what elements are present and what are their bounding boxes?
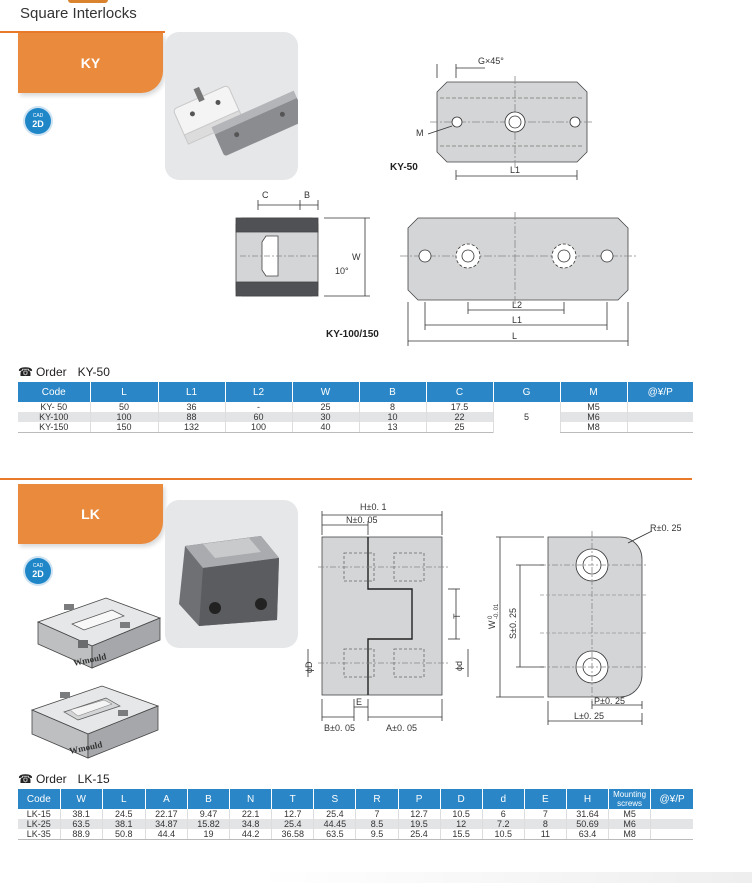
lk-spec-table (18, 789, 693, 840)
table-cell (651, 829, 693, 840)
table-cell: 25.4 (314, 809, 356, 819)
lk-header-cell: B (187, 789, 229, 809)
table-cell: 19.5 (398, 819, 440, 829)
ky-header-cell: C (426, 382, 493, 402)
table-cell: LK-35 (18, 829, 60, 840)
table-cell: 36 (158, 402, 225, 412)
lk-header-cell: D (440, 789, 482, 809)
table-cell: 31.64 (566, 809, 608, 819)
table-cell: 19 (187, 829, 229, 840)
lk-header-cell: R (356, 789, 398, 809)
lk-header-cell: A (145, 789, 187, 809)
table-cell: 6 (482, 809, 524, 819)
ky-technical-drawing (220, 40, 660, 360)
table-cell: 22.1 (230, 809, 272, 819)
table-cell: 15.82 (187, 819, 229, 829)
table-cell: 38.1 (60, 809, 102, 819)
ky-header-cell: L1 (158, 382, 225, 402)
table-cell: 38.1 (102, 819, 145, 829)
page-title: Square Interlocks (20, 5, 137, 22)
lk-t-label: T (452, 613, 462, 619)
table-cell: M5 (560, 402, 627, 412)
ky-w-label: W (352, 252, 361, 262)
table-cell: 10.5 (482, 829, 524, 840)
lk-header-cell: d (482, 789, 524, 809)
table-row (18, 422, 693, 433)
table-cell: 150 (90, 422, 158, 433)
ky-cad-2d-icon[interactable]: CAD 2D (25, 108, 51, 134)
table-cell: LK-25 (18, 819, 60, 829)
ky-l2-label: L2 (512, 300, 523, 310)
lk-header-cell: L (102, 789, 145, 809)
lk-tab-label: LK (81, 506, 100, 522)
lk-header-line (0, 478, 692, 480)
ky-g45-label: G×45° (478, 56, 504, 66)
table-cell: 34.87 (145, 819, 187, 829)
table-cell: 12.7 (272, 809, 314, 819)
lk-photo-illustration (165, 500, 298, 648)
ky-tab (18, 33, 163, 93)
table-cell: - (225, 402, 292, 412)
table-cell: 7 (356, 809, 398, 819)
lk-header-cell: E (524, 789, 566, 809)
table-cell: 50 (90, 402, 158, 412)
table-cell: 8.5 (356, 819, 398, 829)
table-row (18, 829, 693, 840)
table-cell: 34.8 (230, 819, 272, 829)
table-row (18, 412, 693, 422)
table-cell: 10.5 (440, 809, 482, 819)
table-cell: 88 (158, 412, 225, 422)
table-cell: 60 (225, 412, 292, 422)
ky-table-header (18, 382, 693, 402)
table-cell: 100 (90, 412, 158, 422)
table-cell: 100 (225, 422, 292, 433)
ky-m-label: M (416, 128, 424, 138)
table-cell: 25.4 (398, 829, 440, 840)
table-cell: 15.5 (440, 829, 482, 840)
table-cell: KY- 50 (40, 402, 68, 412)
lk-w-tol-bottom: -0. 01 (494, 603, 500, 619)
ky-order-code: KY-50 (77, 365, 110, 379)
ky-header-cell: G (493, 382, 560, 402)
lk-header-cell: N (230, 789, 272, 809)
lk-header-cell: @¥/P (651, 789, 693, 809)
lk-a-label: A±0. 05 (386, 723, 417, 733)
lk-product-photo (165, 500, 298, 648)
lk-mold-brand-top: Wmould (72, 651, 108, 668)
table-cell: 44.4 (145, 829, 187, 840)
lk-order-line (18, 772, 110, 786)
ky-b-label: B (304, 190, 311, 200)
ky-spec-table (18, 382, 693, 433)
lk-mold-illustration (20, 588, 165, 774)
table-cell: 22 (426, 412, 493, 422)
lk-header-cell: W (60, 789, 102, 809)
ky-order-label: Order (35, 365, 67, 379)
lk-n-label: N±0. 05 (346, 515, 378, 525)
lk-h-label: H±0. 1 (360, 502, 387, 512)
ky-l1-label: L1 (510, 165, 521, 175)
ky-l1b-label: L1 (512, 315, 523, 325)
lk-s-label: S±0. 25 (508, 608, 518, 639)
lk-tab (18, 484, 163, 544)
table-row (18, 819, 693, 829)
table-cell: 132 (158, 422, 225, 433)
table-cell: 25 (426, 422, 493, 433)
lk-technical-drawing (290, 495, 710, 735)
lk-header-cell: H (566, 789, 608, 809)
lk-table-header (18, 789, 693, 809)
ky-header-cell: W (292, 382, 359, 402)
ky-header-cell: M (560, 382, 627, 402)
table-cell: 7 (524, 809, 566, 819)
lk-order-code: LK-15 (77, 772, 110, 786)
lk-phi-small-d-label: ϕd (454, 660, 464, 671)
table-cell: 44.2 (230, 829, 272, 840)
table-cell: KY-100 (18, 412, 90, 422)
table-cell: 9.47 (187, 809, 229, 819)
lk-mold-brand-bottom: Wmould (68, 739, 104, 756)
table-cell: 8 (524, 819, 566, 829)
ky-header-cell: B (359, 382, 426, 402)
table-cell: 22.17 (145, 809, 187, 819)
lk-order-label: Order (35, 772, 67, 786)
ky-tab-label: KY (80, 55, 101, 71)
table-cell: 10 (359, 412, 426, 422)
lk-w-label: W (487, 620, 497, 629)
table-cell: LK-15 (26, 809, 51, 819)
lk-header-cell: P (398, 789, 440, 809)
lk-header-cell: Code (18, 789, 60, 809)
table-cell: M6 (609, 819, 651, 829)
table-cell-g: 5 (493, 402, 560, 433)
table-cell: 24.5 (102, 809, 145, 819)
table-cell: 9.5 (356, 829, 398, 840)
table-cell (627, 402, 693, 412)
lk-r-label: R±0. 25 (650, 523, 682, 533)
table-cell: 30 (292, 412, 359, 422)
lk-p-label: P±0. 25 (594, 696, 625, 706)
table-cell (627, 422, 693, 433)
table-row (18, 402, 693, 412)
lk-l-label: L±0. 25 (574, 711, 604, 721)
table-cell: M8 (560, 422, 627, 433)
ky-header-cell: L2 (225, 382, 292, 402)
table-cell (651, 809, 693, 819)
table-cell: 36.58 (272, 829, 314, 840)
lk-w-tol-top: 0 (488, 615, 494, 619)
phone-icon: ☎ (18, 772, 33, 786)
ky-angle-label: 10° (335, 266, 349, 276)
ky-header-cell: L (90, 382, 158, 402)
phone-icon: ☎ (18, 365, 33, 379)
table-cell (651, 819, 693, 829)
table-cell: 25 (292, 402, 359, 412)
lk-header-cell: S (314, 789, 356, 809)
table-cell: 63.4 (566, 829, 608, 840)
table-cell: KY-150 (18, 422, 90, 433)
lk-cad-2d-icon[interactable]: CAD 2D (25, 558, 51, 584)
table-cell: 8 (359, 402, 426, 412)
table-cell: 44.45 (314, 819, 356, 829)
table-cell: 50.69 (566, 819, 608, 829)
table-cell: 12.7 (398, 809, 440, 819)
ky-order-line (18, 365, 110, 379)
ky-100-150-caption: KY-100/150 (326, 329, 379, 340)
page-bottom-shadow (260, 872, 752, 883)
lk-e-label: E (356, 697, 363, 707)
ky-header-cell: Code (18, 382, 90, 402)
table-cell: 17.5 (426, 402, 493, 412)
header-decoration (68, 0, 108, 3)
table-cell: M6 (560, 412, 627, 422)
table-cell: 50.8 (102, 829, 145, 840)
table-cell: M8 (609, 829, 651, 840)
ky-header-cell: @¥/P (627, 382, 693, 402)
table-cell: M5 (609, 809, 651, 819)
table-row (18, 809, 693, 819)
table-cell: 11 (524, 829, 566, 840)
lk-phi-d-label: ϕD (304, 661, 314, 673)
lk-b-label: B±0. 05 (324, 723, 355, 733)
ky-50-caption: KY-50 (390, 162, 418, 173)
table-cell: 63.5 (314, 829, 356, 840)
lk-header-cell: T (272, 789, 314, 809)
table-cell: 63.5 (60, 819, 102, 829)
table-cell (627, 412, 693, 422)
table-cell: 25.4 (272, 819, 314, 829)
ky-l-label: L (512, 331, 518, 341)
lk-header-cell: Mounting screws (609, 789, 651, 809)
table-cell: 13 (359, 422, 426, 433)
table-cell: 40 (292, 422, 359, 433)
table-cell: 88.9 (60, 829, 102, 840)
table-cell: 12 (440, 819, 482, 829)
table-cell: 7.2 (482, 819, 524, 829)
ky-c-label: C (262, 190, 269, 200)
